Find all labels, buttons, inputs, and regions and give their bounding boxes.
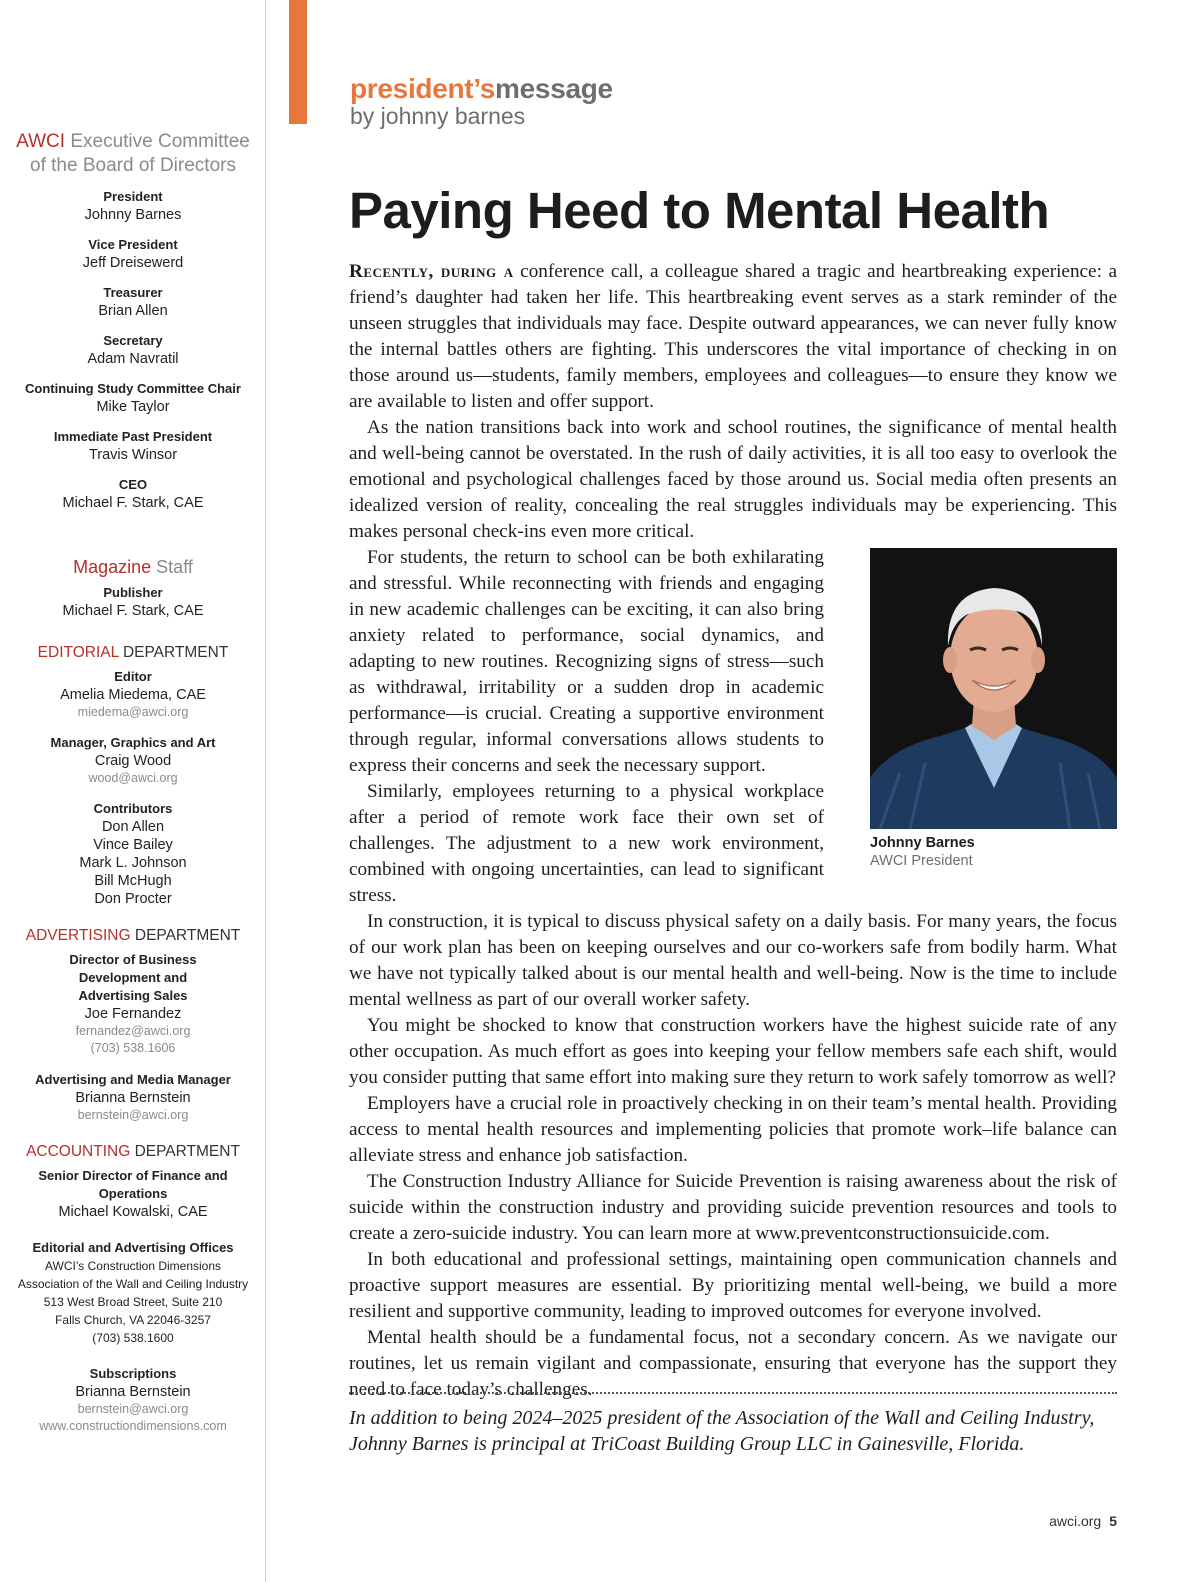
contributor-name: Bill McHugh (94, 873, 172, 889)
staff-entry-ad-manager (0, 1071, 266, 1124)
entry-role: Development and (78, 970, 188, 985)
kicker-part1: president’s (350, 73, 496, 104)
accounting-accent: ACCOUNTING (26, 1143, 131, 1160)
entry-name: Brianna Bernstein (75, 1384, 191, 1400)
entry-role: Editorial and Advertising Offices (32, 1240, 234, 1255)
entry-role: Director of Business (69, 952, 197, 967)
entry-name: Amelia Miedema, CAE (60, 687, 206, 703)
author-photo (870, 548, 1117, 829)
advertising-rest: DEPARTMENT (134, 927, 241, 944)
entry-email: bernstein@awci.org (77, 1108, 189, 1122)
editorial-department-heading (0, 643, 266, 663)
entry-name: Travis Winsor (88, 447, 178, 463)
exec-title-line2: of the Board of Directors (30, 155, 236, 176)
photo-caption-name: Johnny Barnes (870, 835, 975, 851)
entry-role: Manager, Graphics and Art (50, 735, 216, 750)
office-line: Association of the Wall and Ceiling Industry (17, 1277, 249, 1291)
subscriptions-block (0, 1365, 266, 1435)
article-paragraph-5: In construction, it is typical to discuss physical safety on a daily basis. For many years, the focus of our work plan has been on keeping ourselves and our co-workers safe from bodily harm. What we have not typically talked about is our mental health and well-being. Now is the time to include mental wellness as part of our overall worker safety. (349, 911, 1117, 1010)
staff-title-accent: Magazine (73, 557, 152, 577)
exec-entry-vice-president (0, 236, 266, 272)
entry-role: Treasurer (103, 285, 163, 300)
entry-name: Michael F. Stark, CAE (62, 603, 204, 619)
staff-entry-editor (0, 668, 266, 721)
magazine-staff-title (0, 557, 266, 577)
offices-block (0, 1239, 266, 1347)
office-line: (703) 538.1600 (92, 1331, 174, 1345)
entry-role: Vice President (88, 237, 178, 252)
orange-accent-bar (289, 0, 307, 124)
advertising-accent: ADVERTISING (25, 927, 131, 944)
exec-entry-study-chair (0, 380, 266, 416)
portrait-illustration (870, 548, 1117, 829)
entry-name: Michael Kowalski, CAE (58, 1204, 208, 1220)
byline: by johnny barnes (350, 103, 526, 129)
exec-entry-secretary (0, 332, 266, 368)
staff-title-rest: Staff (156, 557, 193, 577)
exec-entry-president (0, 188, 266, 224)
entry-name: Jeff Dreisewerd (82, 255, 184, 271)
exec-entry-treasurer (0, 284, 266, 320)
author-bio: In addition to being 2024–2025 president of the Association of the Wall and Ceiling Industry, Johnny Barnes is principal at TriCoast Building Group LLC in Gainesville, Florida. (349, 1407, 1095, 1455)
entry-role: Subscriptions (89, 1366, 177, 1381)
article-paragraph-7: Employers have a crucial role in proactively checking in on their team’s mental health. Providing access to mental health resources and implementing policies that promote work–life balance can alleviate stress and enhance job satisfaction. (349, 1093, 1117, 1166)
advertising-department-heading (0, 926, 266, 946)
office-line: Falls Church, VA 22046-3257 (55, 1313, 211, 1327)
entry-role: CEO (118, 477, 148, 492)
article-paragraph-8: The Construction Industry Alliance for Suicide Prevention is raising awareness about the risk of suicide within the construction industry and providing suicide prevention resources and tools to create a zero-suicide industry. You can learn more at www.preventconstructionsuicide.com. (349, 1171, 1117, 1244)
accounting-rest: DEPARTMENT (134, 1143, 240, 1160)
entry-email: wood@awci.org (88, 771, 178, 785)
article-paragraph-1 (349, 259, 1117, 415)
lead-in: Recently, during a (349, 261, 514, 282)
section-kicker (350, 74, 613, 104)
article-paragraph-3: For students, the return to school can be both exhilarating and stressful. While reconnecting with friends and engaging in new academic challenges can be exciting, it can also bring anxiety related to performance, social dynamics, and adapting to new routines. Recognizing signs of stress—such as withdrawal, irritability or a sudden drop in academic performance—is crucial. Creating a supportive environment through regular, informal conversations allows students to express their concerns and seek the necessary support. (349, 547, 824, 776)
page-number: 5 (1109, 1513, 1117, 1529)
office-line: AWCI’s Construction Dimensions (44, 1259, 222, 1273)
entry-phone: (703) 538.1606 (90, 1041, 176, 1055)
staff-entry-graphics (0, 734, 266, 787)
photo-caption-title: AWCI President (870, 853, 973, 869)
entry-name: Adam Navratil (87, 351, 179, 367)
entry-email: fernandez@awci.org (75, 1024, 191, 1038)
contributor-name: Vince Bailey (93, 837, 173, 853)
article-paragraph-6: You might be shocked to know that construction workers have the highest suicide rate of any other occupation. As much effort as goes into keeping your fellow members safe each shift, would you consider putting that same effort into making sure they return to work safely tomorrow as well? (349, 1015, 1117, 1088)
editorial-accent: EDITORIAL (37, 644, 119, 661)
exec-committee-title (0, 130, 266, 178)
entry-name: Mike Taylor (96, 399, 170, 415)
contributor-name: Don Procter (94, 891, 172, 907)
staff-entry-publisher (0, 584, 266, 620)
entry-role: President (103, 189, 163, 204)
exec-entry-past-president (0, 428, 266, 464)
entry-role: Secretary (103, 333, 163, 348)
article-paragraph-10: Mental health should be a fundamental focus, not a secondary concern. As we navigate our routines, let us remain vigilant and compassionate, ensuring that everyone has the support they need to face today’s challenges. (349, 1327, 1117, 1400)
accounting-department-heading (0, 1142, 266, 1162)
entry-role: Advertising and Media Manager (35, 1072, 231, 1087)
exec-entry-ceo (0, 476, 266, 512)
editorial-rest: DEPARTMENT (122, 644, 229, 661)
entry-name: Joe Fernandez (84, 1006, 182, 1022)
entry-role: Operations (98, 1186, 168, 1201)
article-paragraph-4: Similarly, employees returning to a physical workplace after a period of remote work face their own set of challenges. The adjustment to a new work environment, combined with ongoing uncertainties, can lead to significant stress. (349, 781, 824, 906)
article-paragraph-9: In both educational and professional settings, maintaining open communication channels and proactive support measures are essential. By prioritizing mental well-being, we build a more resilient and supportive community, leading to improved outcomes for everyone involved. (349, 1249, 1117, 1322)
contributor-name: Mark L. Johnson (79, 855, 187, 871)
masthead-sidebar (0, 0, 266, 1582)
office-line: 513 West Broad Street, Suite 210 (43, 1295, 223, 1309)
entry-role: Senior Director of Finance and (38, 1168, 228, 1183)
paragraph-1-text: conference call, a colleague shared a tragic and heartbreaking experience: a friend’s daughter had taken her life. This heartbreaking event serves as a stark reminder of the unseen struggles that individuals may face. Despite outward appearances, we can never fully know the internal battles others are fighting. This underscores the vital importance of checking in on those around us—students, family members, employees and colleagues—to ensure they know we are available to listen and offer support. (349, 261, 1118, 412)
entry-name: Craig Wood (94, 753, 172, 769)
article-body (349, 259, 1117, 1403)
entry-role: Contributors (93, 801, 173, 816)
entry-email: bernstein@awci.org (77, 1402, 189, 1416)
entry-name: Brianna Bernstein (75, 1090, 191, 1106)
website-url: www.constructiondimensions.com (39, 1419, 227, 1433)
entry-name: Johnny Barnes (84, 207, 182, 223)
exec-title-accent: AWCI (16, 131, 66, 152)
entry-email: miedema@awci.org (77, 705, 189, 719)
entry-role: Immediate Past President (53, 429, 213, 444)
exec-title-line1: Executive Committee (70, 131, 250, 152)
article-paragraph-2: As the nation transitions back into work and school routines, the significance of mental health and well-being cannot be overstated. In the rush of daily activities, it is all too easy to overlook the emotional and psychological challenges faced by those around us. Social media often presents an idealized version of reality, concealing the real struggles individuals may be experiencing. This makes personal check-ins even more critical. (349, 417, 1117, 542)
entry-name: Brian Allen (98, 303, 168, 319)
dotted-divider (349, 1392, 1117, 1394)
entry-role: Publisher (103, 585, 163, 600)
kicker-part2: message (495, 73, 613, 104)
staff-entry-contributors (0, 800, 266, 908)
page-footer (1049, 1513, 1117, 1529)
footer-site: awci.org (1049, 1513, 1102, 1529)
entry-role: Editor (114, 669, 152, 684)
entry-role: Continuing Study Committee Chair (25, 381, 241, 396)
author-photo-figure (870, 548, 1117, 870)
entry-name: Michael F. Stark, CAE (62, 495, 204, 511)
staff-entry-finance (0, 1167, 266, 1221)
article-headline: Paying Heed to Mental Health (349, 182, 1050, 239)
staff-entry-business-development (0, 951, 266, 1057)
entry-role: Advertising Sales (78, 988, 188, 1003)
contributor-name: Don Allen (101, 819, 165, 835)
